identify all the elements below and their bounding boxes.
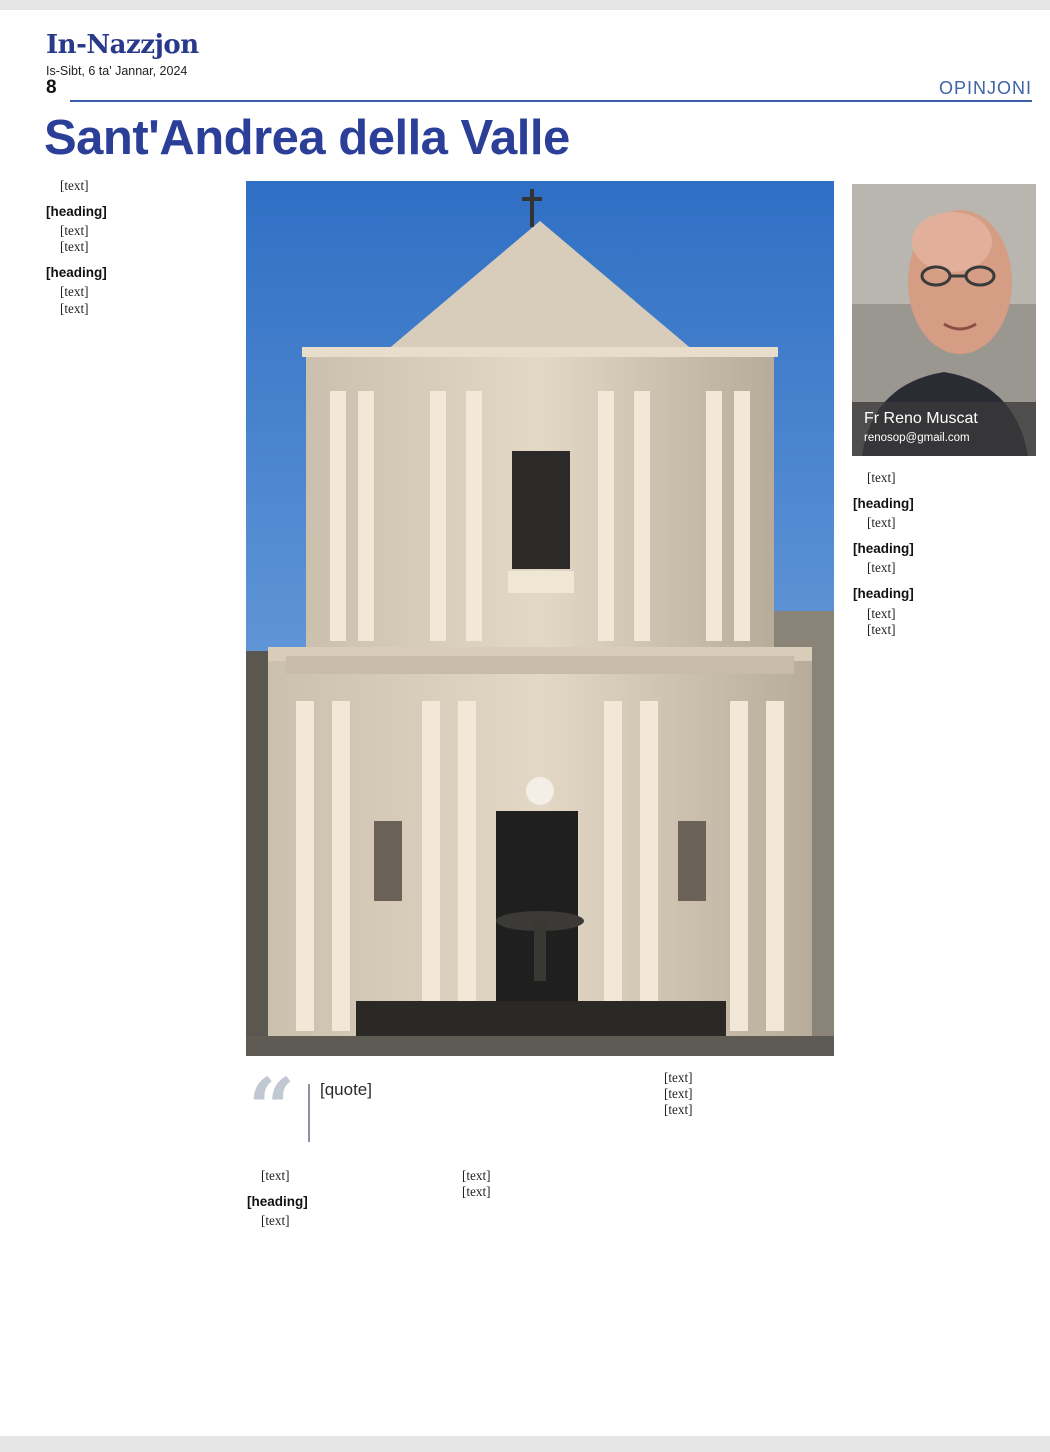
paragraph: [text] bbox=[664, 1102, 693, 1118]
paragraph: [text] bbox=[664, 1086, 693, 1102]
article-column-2 bbox=[247, 1168, 432, 1229]
pull-quote-text: [quote] bbox=[320, 1080, 372, 1099]
section-label: OPINJONI bbox=[938, 78, 1032, 98]
author-name: Fr Reno Muscat bbox=[864, 410, 978, 427]
masthead: In-Nazzjon bbox=[46, 30, 199, 60]
quote-mark-icon: “ bbox=[248, 1061, 296, 1157]
paragraph: [text] bbox=[60, 239, 89, 255]
bottom-strip bbox=[0, 1436, 1050, 1452]
paragraph: [text] bbox=[867, 605, 896, 621]
paragraph: [text] bbox=[261, 1168, 290, 1183]
article-column-1 bbox=[46, 178, 228, 317]
section-rule bbox=[70, 100, 1032, 102]
paragraph: [text] bbox=[462, 1168, 491, 1183]
article-column-5 bbox=[853, 470, 1036, 638]
church-facade-photo bbox=[246, 181, 834, 1056]
subheading: [heading] bbox=[853, 586, 914, 602]
paragraph: [text] bbox=[867, 470, 896, 485]
paragraph: [text] bbox=[60, 178, 89, 193]
paragraph: [text] bbox=[60, 284, 89, 300]
paragraph: [text] bbox=[60, 223, 89, 239]
subheading: [heading] bbox=[853, 496, 914, 512]
paragraph: [text] bbox=[462, 1184, 491, 1200]
quote-rule bbox=[308, 1084, 310, 1142]
author-box bbox=[852, 184, 1036, 456]
paragraph: [text] bbox=[60, 300, 89, 316]
subheading: [heading] bbox=[247, 1194, 308, 1210]
paragraph: [text] bbox=[867, 560, 896, 576]
subheading: [heading] bbox=[46, 204, 107, 220]
pull-quote bbox=[246, 1061, 650, 1158]
article-column-3 bbox=[448, 1168, 633, 1200]
subheading: [heading] bbox=[853, 541, 914, 557]
paragraph: [text] bbox=[261, 1213, 290, 1229]
article-column-4 bbox=[650, 1070, 835, 1118]
top-strip bbox=[0, 0, 1050, 10]
paragraph: [text] bbox=[867, 515, 896, 531]
subheading: [heading] bbox=[46, 265, 107, 281]
page-number: 8 bbox=[46, 77, 57, 98]
paragraph: [text] bbox=[867, 621, 896, 637]
headline: Sant'Andrea della Valle bbox=[44, 111, 570, 165]
author-email: renosop@gmail.com bbox=[864, 432, 970, 444]
paragraph: [text] bbox=[664, 1070, 693, 1085]
issue-date: Is-Sibt, 6 ta' Jannar, 2024 bbox=[46, 64, 188, 78]
